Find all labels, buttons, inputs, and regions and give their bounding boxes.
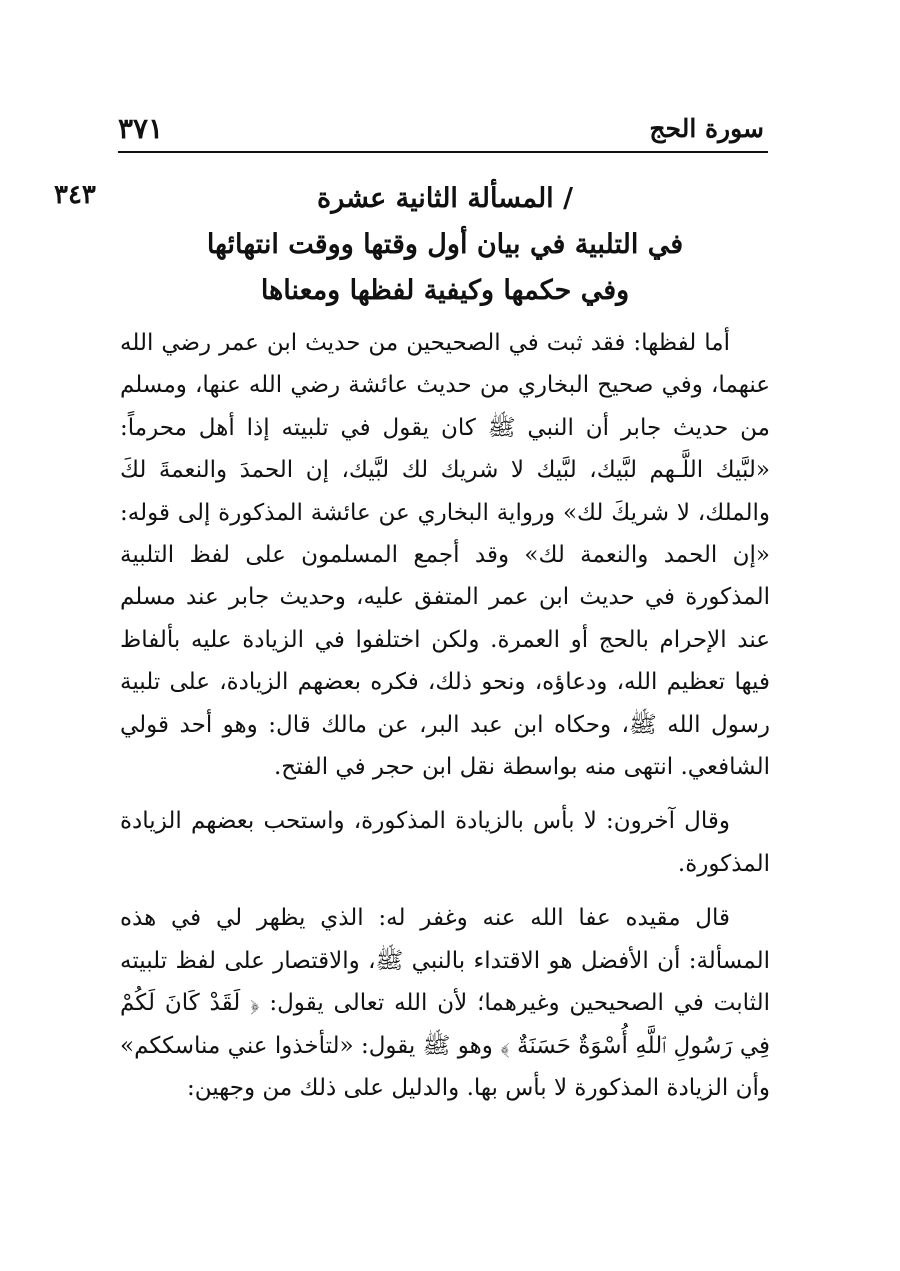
margin-page-reference: ٣٤٣ [54,180,96,210]
heading-line-2: في التلبية في بيان أول وقتها ووقت انتهائها [206,229,684,260]
page-number: ٣٧١ [118,112,164,145]
section-heading [150,176,740,314]
paragraph-2: وقال آخرون: لا بأس بالزيادة المذكورة، واستحب بعضهم الزيادة المذكورة. [120,808,770,877]
paragraph-1: أما لفظها: فقد ثبت في الصحيحين من حديث ابن عمر رضي الله عنهما، وفي صحيح البخاري من حديث عائشة رضي الله عنها، ومسلم من حديث جابر أن النبي ﷺ كان يقول في تلبيته إذا أهل محرماً: «لبَّيك اللَّـهم لبَّيك، لبَّيك لا شريك لك لبَّيك، إن الحمدَ والنعمةَ لكَ والملك، لا شريكَ لك» ورواية البخاري عن عائشة المذكورة إلى قوله: «إن الحمد والنعمة لك» وقد أجمع المسلمون على لفظ التلبية المذكورة في حديث ابن عمر المتفق عليه، وحديث جابر عند مسلم عند الإحرام بالحج أو العمرة. ولكن اختلفوا في الزيادة عليه بألفاظ فيها تعظيم الله، ودعاؤه، ونحو ذلك، فكره بعضهم الزيادة، على تلبية رسول الله ﷺ، وحكاه ابن عبد البر، عن مالك قال: وهو أحد قولي الشافعي. انتهى منه بواسطة نقل ابن حجر في الفتح. [120,330,770,781]
paragraph-3: قال مقيده عفا الله عنه وغفر له: الذي يظهر لي في هذه المسألة: أن الأفضل هو الاقتداء بالنبي ﷺ، والاقتصار على لفظ تلبيته الثابت في الصحيحين وغيرهما؛ لأن الله تعالى يقول: ﴿ لَقَدْ كَانَ لَكُمْ فِي رَسُولِ ٱللَّهِ أُسْوَةٌ حَسَنَةٌ ﴾ وهو ﷺ يقول: «لتأخذوا عني مناسككم» وأن الزيادة المذكورة لا بأس بها. والدليل على ذلك من وجهين: [120,905,770,1101]
body-text [120,322,770,1121]
running-head-surah-title: سورة الحج [649,114,764,143]
heading-line-1: / المسألة الثانية عشرة [317,183,573,214]
heading-line-3: وفي حكمها وكيفية لفظها ومعناها [260,275,630,306]
header-rule [118,151,768,153]
